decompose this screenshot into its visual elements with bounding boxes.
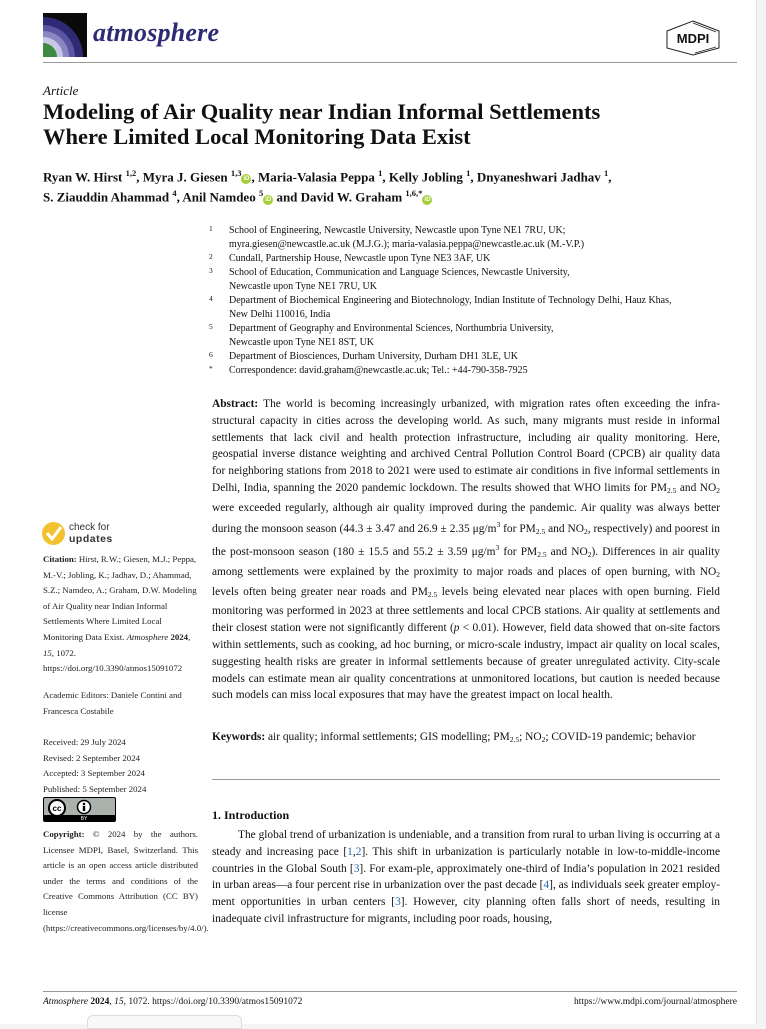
author-affil: 1 bbox=[466, 168, 471, 178]
correspondence-line[interactable]: Correspondence: david.graham@newcastle.ac.uk; Tel.: +44-790-358-7925 bbox=[229, 365, 528, 376]
author-affil: 4 bbox=[172, 188, 177, 199]
author[interactable]: Ryan W. Hirst bbox=[43, 169, 123, 185]
reference-link[interactable]: 4 bbox=[543, 879, 550, 892]
subscript: 2 bbox=[716, 569, 720, 579]
orcid-icon[interactable]: iD bbox=[243, 176, 250, 183]
affiliations bbox=[209, 224, 739, 378]
affiliation-item bbox=[209, 322, 739, 350]
subscript: 2 bbox=[716, 485, 721, 495]
check-updates-line1: check for bbox=[69, 522, 110, 533]
intro-text: ], as individuals seek greater employ-ment opportunities in urban centers [ bbox=[212, 879, 720, 909]
date-received: Received: 29 July 2024 bbox=[43, 737, 126, 747]
authors-and: and bbox=[276, 189, 298, 205]
footer-citation: Atmosphere 2024, 15, 1072. https://doi.org/10.3390/atmos15091072 bbox=[43, 997, 303, 1007]
affiliation-item bbox=[209, 294, 739, 322]
affiliation-line: Newcastle upon Tyne NE1 7RU, UK bbox=[229, 281, 377, 292]
affiliation-line: School of Engineering, Newcastle University, Newcastle upon Tyne NE1 7RU, UK; bbox=[229, 225, 566, 236]
copyright-text: © 2024 by the authors. Licensee MDPI, Basel, Switzerland. This article is an open access article distributed under the terms and conditions of the Creative Commons Attribution (CC BY) license (https://creativecommons.org/licenses/by/4.0/). bbox=[43, 829, 209, 933]
footer-year: 2024 bbox=[90, 997, 110, 1007]
intro-text: ]. For exam-ple, approximately one-third of India’s population in 2021 resided in urban areas—a four percent rise in urbanization over the past decade [ bbox=[212, 862, 720, 892]
abstract-text: were exceeded regularly, although air quality improved during the pandemic. Air quality was always better during the monsoon season (44.3 ± 3.47 and 26.9 ± 2.35 μg/m bbox=[212, 501, 720, 535]
italic-p: p bbox=[453, 622, 460, 635]
header-divider bbox=[43, 62, 737, 63]
abstract bbox=[212, 396, 720, 704]
subscript: 2.5 bbox=[535, 526, 546, 536]
check-updates-line2: updates bbox=[69, 533, 113, 545]
date-published: Published: 5 September 2024 bbox=[43, 783, 147, 794]
mdpi-logo-text: MDPI bbox=[676, 31, 710, 46]
subscript: 2 bbox=[583, 526, 588, 536]
checkmark-icon bbox=[42, 522, 65, 545]
orcid-icon[interactable]: iD bbox=[424, 196, 431, 203]
mdpi-logo[interactable] bbox=[663, 19, 723, 57]
affiliation-item bbox=[209, 224, 739, 252]
abstract-text: ). Differences in air quality among settlements were explained by the proximity to major roads and places of open burning, with NO bbox=[212, 545, 720, 578]
intro-text: The global trend of urbanization is undeniable, and a transition from rural to urban living is occurring at a steady and increasing pace [ bbox=[212, 829, 720, 858]
superscript: 3 bbox=[496, 519, 501, 529]
author[interactable]: Dnyaneshwari Jadhav bbox=[476, 169, 601, 185]
citation-text: Hirst, R.W.; Giesen, M.J.; Peppa, M.-V.; Jobling, K.; Jadhav, D.; Ahammad, S.Z.; Namdeo, A.; Graham, D.W. Modeling of Air Quality near Indian Informal Settlements Where Limited Local Monitoring Data Exist. bbox=[43, 554, 197, 642]
author-affil: 5 bbox=[258, 188, 264, 199]
author[interactable]: Maria-Valasia Peppa bbox=[257, 169, 375, 185]
reference-link[interactable]: 3 bbox=[353, 862, 360, 875]
subscript: 2.5 bbox=[667, 485, 677, 495]
superscript: 3 bbox=[495, 543, 500, 553]
journal-name[interactable]: atmosphere bbox=[93, 18, 220, 47]
abstract-text: and NO bbox=[545, 522, 584, 535]
subscript: 2 bbox=[541, 735, 546, 744]
subscript: 2.5 bbox=[427, 589, 438, 599]
author-affil: 1 bbox=[604, 168, 609, 178]
academic-editors: Academic Editors: Daniele Contini and Francesca Costabile bbox=[43, 690, 182, 716]
section-heading: 1. Introduction bbox=[212, 808, 290, 822]
citation-volume: 15 bbox=[43, 647, 52, 658]
author[interactable]: Anil Namdeo bbox=[182, 189, 256, 205]
citation-year: 2024 bbox=[170, 631, 189, 642]
abstract-text: levels being elevated near places with open burning. Field monitoring was performed in 2023 at three settlements and local CPCB stations. Air quality at settlements and their closest station were not significantly different ( bbox=[212, 585, 720, 635]
affiliation-number: 5 bbox=[209, 322, 213, 331]
date-revised: Revised: 2 September 2024 bbox=[43, 752, 140, 763]
abstract-text: for PM bbox=[499, 545, 538, 558]
journal-logo-icon bbox=[43, 13, 87, 57]
affiliation-line: Newcastle upon Tyne NE1 8ST, UK bbox=[229, 337, 375, 348]
abstract-text: and NO bbox=[546, 545, 588, 558]
author[interactable]: David W. Graham bbox=[300, 189, 403, 205]
author-affil: 1,3 bbox=[230, 168, 242, 178]
affiliation-item bbox=[209, 252, 739, 266]
copyright-label: Copyright: bbox=[43, 829, 85, 839]
subscript: 2 bbox=[587, 549, 592, 559]
affiliation-item bbox=[209, 266, 739, 294]
footer-divider bbox=[43, 991, 737, 992]
publication-dates bbox=[43, 735, 198, 797]
keywords-text: air quality; informal settlements; GIS modelling; PM bbox=[265, 731, 510, 743]
author-affil: 1,6,* bbox=[405, 188, 423, 199]
cc-by-label: BY bbox=[80, 816, 88, 821]
intro-text: ]. This shift in urbanization is particularly notable in low-to-middle-income countries in the Global South [ bbox=[212, 845, 720, 875]
viewer-bottom-toolbar[interactable] bbox=[87, 1015, 242, 1029]
abstract-text: , respectively) and poorest in the post-monsoon season (180 ± 15.5 and 55.2 ± 3.59 μg/m bbox=[212, 522, 720, 558]
keywords-text: ; COVID-19 pandemic; behavior bbox=[545, 731, 696, 743]
author-line-2: S. Ziauddin Ahammad $^4$, Anil Namdeo $^5$iD and David W. Graham $^{1,6,*}$iD bbox=[43, 188, 431, 205]
affiliation-number: 4 bbox=[209, 294, 213, 303]
orcid-icon[interactable]: iD bbox=[265, 196, 272, 203]
author-list bbox=[43, 165, 743, 206]
check-for-updates-button[interactable] bbox=[42, 522, 152, 552]
reference-link[interactable]: 2 bbox=[355, 845, 362, 858]
author[interactable]: Myra J. Giesen bbox=[142, 169, 228, 185]
affiliation-line: Cundall, Partnership House, Newcastle upon Tyne NE3 3AF, UK bbox=[229, 253, 491, 264]
affiliation-line[interactable]: myra.giesen@newcastle.ac.uk (M.J.G.); maria-valasia.peppa@newcastle.ac.uk (M.-V.P.) bbox=[229, 239, 585, 250]
abstract-text: and NO bbox=[676, 481, 717, 494]
subscript: 2.5 bbox=[509, 735, 520, 744]
footer-journal: Atmosphere bbox=[43, 997, 89, 1007]
reference-link[interactable]: 1 bbox=[347, 845, 353, 858]
affiliation-number: 2 bbox=[209, 252, 213, 261]
cc-by-license-icon[interactable] bbox=[43, 797, 116, 822]
abstract-text: for PM bbox=[500, 522, 536, 535]
keywords bbox=[212, 729, 720, 749]
introduction-text bbox=[212, 827, 720, 928]
intro-text: , bbox=[352, 845, 356, 858]
abstract-text: levels often being greater near roads and PM bbox=[212, 585, 428, 598]
affiliation-line: Department of Biochemical Engineering and Biotechnology, Indian Institute of Technology Delhi, Hauz Khas, bbox=[229, 295, 672, 306]
abstract-text: The world is becoming increasingly urbanized, with migration rates often exceeding the infra-structural capacity in cities across the developing world. As such, many migrants must reside in informal settlements that lack civil and health protection infrastructure, including air quality monitoring. Here, geospatial inverse distance weighting and archived Central Pollution Control Board (CPCB) air quality data for neighboring stations from 2018 to 2021 were used to estimate air conditions in five informal settlements in Delhi, India, spanning the 2020 pandemic lockdown. The results showed that WHO limits for PM bbox=[212, 398, 720, 494]
author-affil: 1,2 bbox=[125, 168, 137, 178]
author[interactable]: S. Ziauddin Ahammad bbox=[43, 189, 170, 205]
keywords-label: Keywords: bbox=[212, 731, 266, 743]
keywords-text: ; NO bbox=[519, 731, 542, 743]
affiliation-line: Department of Biosciences, Durham University, Durham DH1 3LE, UK bbox=[229, 351, 519, 362]
citation-doi[interactable]: , 1072. https://doi.org/10.3390/atmos15091072 bbox=[43, 647, 183, 674]
author-affil: 1 bbox=[378, 168, 383, 178]
affiliation-number: 6 bbox=[209, 350, 213, 359]
footer-volume: 15 bbox=[114, 997, 124, 1007]
correspondence-item bbox=[209, 364, 739, 378]
abstract-label: Abstract: bbox=[212, 398, 259, 410]
intro-text: ]. However, city planning often falls short of needs, resulting in inadequate civil infrastructure for migrants, including poor roads, housing, bbox=[212, 896, 720, 925]
svg-text:cc: cc bbox=[52, 804, 62, 813]
footer-journal-url[interactable]: https://www.mdpi.com/journal/atmosphere bbox=[574, 997, 737, 1007]
author[interactable]: Kelly Jobling bbox=[388, 169, 463, 185]
affiliation-item bbox=[209, 350, 739, 364]
affiliation-number: 3 bbox=[209, 266, 213, 275]
section-divider bbox=[212, 779, 720, 780]
title-line-2: Where Limited Local Monitoring Data Exist bbox=[43, 124, 471, 149]
footer-doi-link[interactable]: , 1072. https://doi.org/10.3390/atmos15091072 bbox=[123, 997, 303, 1007]
title-line-1: Modeling of Air Quality near Indian Informal Settlements bbox=[43, 99, 601, 124]
citation-journal: Atmosphere bbox=[126, 631, 169, 642]
affiliation-number: * bbox=[209, 364, 213, 373]
affiliation-line: School of Education, Communication and Language Sciences, Newcastle University, bbox=[229, 267, 570, 278]
citation-label: Citation: bbox=[43, 554, 77, 564]
affiliation-line: New Delhi 110016, India bbox=[229, 309, 331, 320]
article-title bbox=[43, 99, 743, 149]
subscript: 2.5 bbox=[537, 549, 547, 559]
citation-block: Citation: Hirst, R.W.; Giesen, M.J.; Peppa, M.-V.; Jobling, K.; Jadhav, D.; Ahammad, S.Z.; Namdeo, A.; Graham, D.W. Modeling of Air Quality near Indian Informal Settlements Where Limited Local Monitoring Data Exist. Atmosphere 2024, 15, 1072. https://doi.org/10.3390/atmos15091072 bbox=[43, 554, 197, 674]
author-line-1: Ryan W. Hirst $^{1,2}$, Myra J. Giesen $^{1,3}$iD , Maria-Valasia Peppa $^1$, Kelly Jobling $^1$, Dnyaneshwari Jadhav $^1$, bbox=[43, 168, 612, 185]
copyright-block bbox=[43, 827, 209, 936]
abstract-text: < 0.01). However, field data showed that on-site factors within settlements, such as cooking, ad hoc burning, or micro-scale industry, impact air quality on local scales, suggesting health risks are greater in informal settlements because of greater unregulated activity. City-scale models can estimate mean air quality concentrations at unmonitored locations, but caution is needed because such models can miss local exposures that may have the greatest impact on local health. bbox=[212, 622, 721, 702]
reference-link[interactable]: 3 bbox=[395, 896, 401, 909]
article-type: Article bbox=[43, 83, 79, 98]
affiliation-number: 1 bbox=[209, 224, 213, 233]
affiliation-line: Department of Geography and Environmental Sciences, Northumbria University, bbox=[229, 323, 554, 334]
date-accepted: Accepted: 3 September 2024 bbox=[43, 768, 145, 779]
